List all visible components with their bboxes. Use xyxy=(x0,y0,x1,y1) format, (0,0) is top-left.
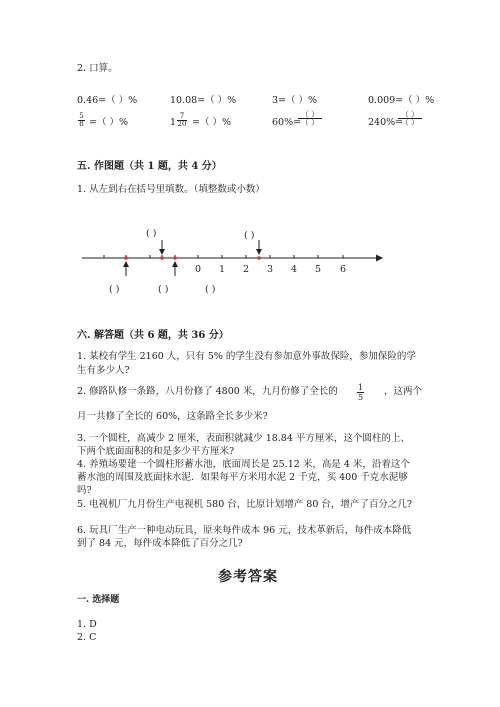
calc-item: =（ ）% xyxy=(89,117,129,128)
answers-title: 参考答案 xyxy=(218,569,278,585)
answers-section-heading: 一. 选择题 xyxy=(77,595,120,605)
calc-item: 10.08=（ ）% xyxy=(170,95,237,106)
section6-heading: 六. 解答题（共 6 题，共 36 分） xyxy=(77,330,229,341)
number-line xyxy=(0,0,500,310)
q2-heading: 2. 口算。 xyxy=(77,63,118,74)
question-text: 4. 养殖场要建一个圆柱形蓄水池，底面周长是 25.12 米，高是 4 米，沿着这个 xyxy=(77,459,410,470)
marker-point xyxy=(257,256,261,260)
tick-label: 4 xyxy=(291,264,298,275)
question-text: 6. 玩具厂生产一种电动玩具，原来每件成本 96 元，技术革新后，每件成本降低 xyxy=(77,525,412,536)
answer-bracket: ( ) xyxy=(158,284,169,295)
answer-bracket: ( ) xyxy=(205,284,216,295)
marker-point xyxy=(124,256,128,260)
tick-label: 3 xyxy=(267,264,274,275)
tick-label: 2 xyxy=(243,264,250,275)
question-text: 3. 一个圆柱，高减少 2 厘米，表面积就减少 18.84 平方厘米，这个圆柱的上、 xyxy=(77,433,410,444)
answer-item: 2. C xyxy=(77,632,97,643)
calc-item: 0.46=（ ）% xyxy=(77,95,138,106)
question-text: 月一共修了全长的 60%，这条路全长多少米? xyxy=(77,411,268,422)
question-text: ，这两个 xyxy=(384,386,423,397)
section5-heading: 五. 作图题（共 1 题，共 4 分） xyxy=(77,161,222,172)
calc-item: =（ ）% xyxy=(192,117,232,128)
question-text: 吗? xyxy=(77,485,92,496)
calc-item: 0.009=（ ）% xyxy=(368,95,435,106)
tick-label: 1 xyxy=(219,264,226,275)
tick-label: 5 xyxy=(315,264,322,275)
fraction: 1 5 xyxy=(357,383,364,402)
question-text: 下两个底面面积的和是多少平方厘米? xyxy=(77,446,235,457)
question-text: 到了 84 元，每件成本降低了百分之几? xyxy=(77,538,243,549)
mixed-whole: 1 xyxy=(170,117,177,128)
section5-question: 1. 从左到右在括号里填数。（填整数或小数） xyxy=(77,184,265,195)
answer-bracket: ( ) xyxy=(244,230,255,241)
question-text: 2. 修路队修一条路，八月份修了 4800 米，九月份修了全长的 xyxy=(77,386,338,397)
calc-item: 3=（ ）% xyxy=(272,95,318,106)
fraction-blank: （ ） （ ） xyxy=(298,111,322,126)
fraction-blank: （ ） （ ） xyxy=(398,111,422,126)
fraction: 5 8 xyxy=(79,112,84,128)
tick-label: 6 xyxy=(340,264,347,275)
fraction: 7 20 xyxy=(177,112,187,128)
question-text: 1. 某校有学生 2160 人，只有 5% 的学生没有参加意外事故保险，参加保险的学 xyxy=(77,351,416,362)
marker-point xyxy=(173,256,177,260)
calc-item: 240%= xyxy=(368,117,404,128)
calc-item: 60%= xyxy=(272,117,302,128)
answer-bracket: ( ) xyxy=(146,228,157,239)
marker-point xyxy=(160,256,164,260)
answer-item: 1. D xyxy=(77,619,97,630)
question-text: 生有多少人? xyxy=(77,365,130,376)
answer-bracket: ( ) xyxy=(109,284,120,295)
question-text: 蓄水池的周围及底面抹水泥．如果每平方米用水泥 2 千克，买 400 千克水泥够 xyxy=(77,472,408,483)
tick-label: 0 xyxy=(195,264,202,275)
question-text: 5. 电视机厂九月份生产电视机 580 台，比原计划增产 80 台，增产了百分之几? xyxy=(77,499,412,510)
